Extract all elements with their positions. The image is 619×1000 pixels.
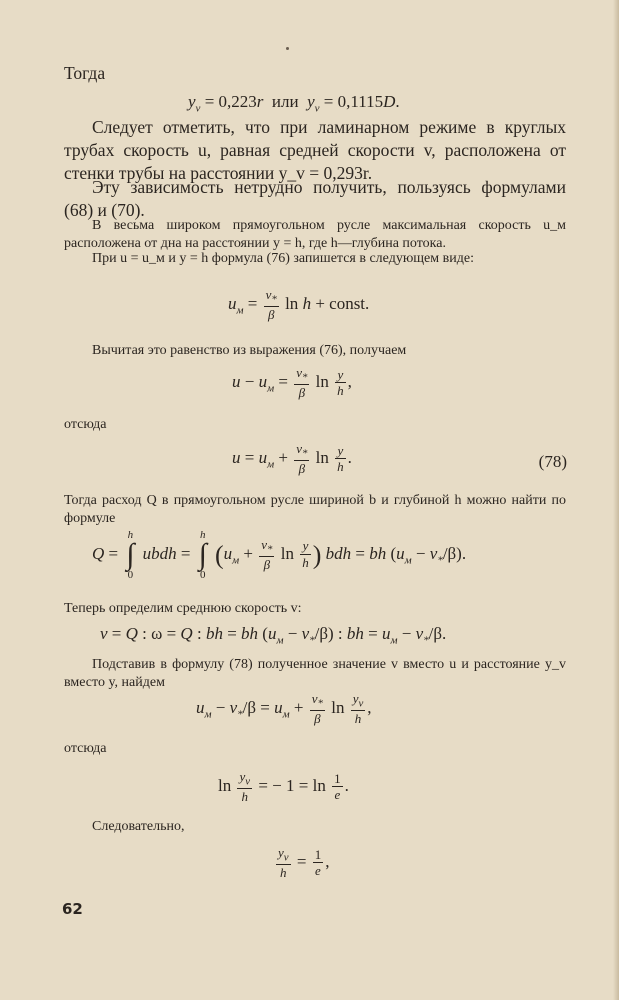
equation-78: $u = u_м$ + $\frac{v_*}{\beta}$ ln $\frac{y}{h}$ . xyxy=(232,441,352,477)
text-otsyuda-2: отсюда xyxy=(64,741,107,756)
text-therefore: Следовательно, xyxy=(92,819,185,834)
paragraph-mean-velocity: Теперь определим среднюю скорость v: xyxy=(64,601,302,616)
equation-um-const: $u_м$ = $\frac{v_*}{\beta}$ ln h + const. xyxy=(228,287,370,323)
equation-discharge: Q = h ∫ 0 ubdh = h ∫ 0 ($u_м$ + $\frac{v_*}{\beta}$ ln $\frac{y}{h}$ ) bdh = bh $(u_м - v_*/\beta)$. xyxy=(92,529,467,581)
paragraph-dependence: Эту зависимость нетрудно получить, пользуясь формулами (68) и (70). xyxy=(64,177,566,221)
equation-mean-velocity: v = Q : ω = Q : bh = bh $(u_м - v_*/\beta)$ : bh = $u_м - v_*/\beta$. xyxy=(100,624,447,647)
paragraph-at-um: При u = u_м и y = h формула (76) запишется в следующем виде: xyxy=(92,251,474,266)
text-togda: Тогда xyxy=(64,63,106,83)
equation-log: ln $\frac{y_v}{h}$ = − 1 = ln $\frac{1}{e}$ . xyxy=(218,769,349,805)
page-number: 62 xyxy=(62,900,83,918)
paragraph-substituting: Подставив в формулу (78) полученное значение v вместо u и расстояние y_v вместо y, найдем xyxy=(64,657,566,691)
paragraph-discharge: Тогда расход Q в прямоугольном русле шириной b и глубиной h можно найти по формуле xyxy=(64,493,566,527)
paragraph-wide-channel: В весьма широком прямоугольном русле максимальная скорость u_м расположена от дна на расстоянии y = h, где h—глубина потока. xyxy=(64,218,566,252)
equation-substituted: $u_м - v_*/\beta = u_м$ + $\frac{v_*}{\beta}$ ln $\frac{y_v}{h}$ , xyxy=(196,691,372,727)
equation-difference: $u - u_м$ = $\frac{v_*}{\beta}$ ln $\frac{y}{h}$ , xyxy=(232,365,352,401)
paragraph-laminar: Следует отметить, что при ламинарном режиме в круглых трубах скорость u, равная средней скорости v, расположена от стенки трубы на расстоянии y_v = 0,293r. xyxy=(64,117,566,184)
equation-result: $\frac{y_v}{h}$ = $\frac{1}{e}$ , xyxy=(278,845,330,881)
equation-number-78: (78) xyxy=(538,452,567,471)
page-edge-shadow xyxy=(613,0,619,1000)
paragraph-subtracting: Вычитая это равенство из выражения (76), получаем xyxy=(92,343,407,358)
ink-speck xyxy=(286,47,289,50)
text-otsyuda-1: отсюда xyxy=(64,417,107,432)
equation-yv: $y_v = 0,223r$ или $y_v = 0,1115D$. xyxy=(188,92,400,115)
